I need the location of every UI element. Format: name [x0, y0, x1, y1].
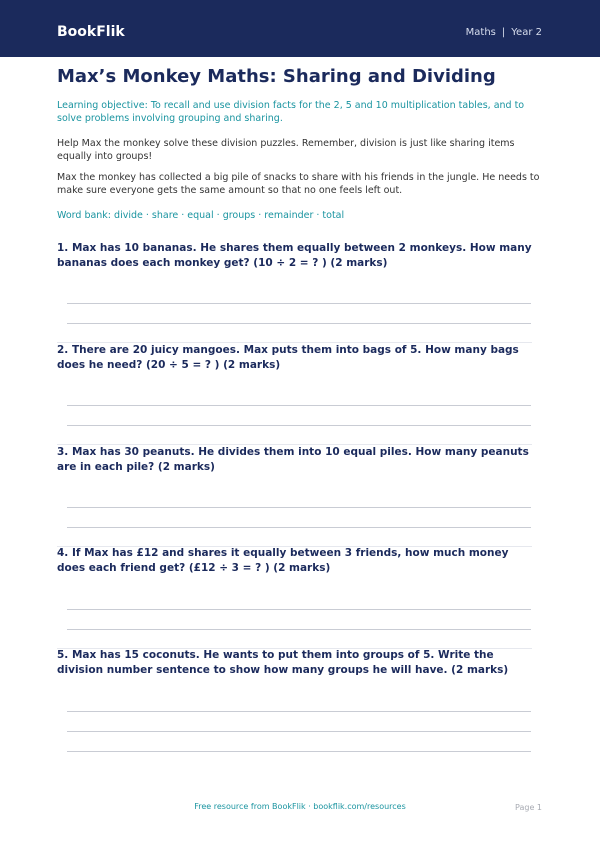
- answer-line[interactable]: [67, 405, 531, 406]
- intro-paragraph-2: Max the monkey has collected a big pile of snacks to share with his friends in the jungle. He needs to make sure everyone gets the same amount so that no one feels left out.: [57, 172, 540, 196]
- question-3: 3. Max has 30 peanuts. He divides them into 10 equal piles. How many peanuts are in each pile? (2 marks): [57, 446, 529, 473]
- learning-objective: Learning objective: To recall and use division facts for the 2, 5 and 10 multiplication tables, and to solve problems involving grouping and sharing.: [57, 100, 525, 124]
- answer-line[interactable]: [67, 609, 531, 610]
- answer-line[interactable]: [67, 507, 531, 508]
- question-5: 5. Max has 15 coconuts. He wants to put them into groups of 5. Write the division number sentence to show how many groups he will have. (2 marks): [57, 649, 509, 676]
- header-bar: [0, 0, 600, 57]
- header-meta: [466, 27, 542, 39]
- question-4: 4. If Max has £12 and shares it equally between 3 friends, how much money does each friend get? (£12 ÷ 3 = ? ) (2 marks): [57, 547, 509, 574]
- question-1: 1. Max has 10 bananas. He shares them equally between 2 monkeys. How many bananas does each monkey get? (10 ÷ 2 = ? ) (2 marks): [57, 242, 532, 269]
- answer-line[interactable]: [67, 303, 531, 304]
- word-bank: Word bank: divide · share · equal · groups · remainder · total: [57, 210, 345, 221]
- meta-separator: |: [501, 27, 506, 38]
- year-label: Year 2: [511, 27, 542, 38]
- page-number: Page 1: [515, 803, 542, 812]
- intro-paragraph-1: Help Max the monkey solve these division puzzles. Remember, division is just like sharing items equally into groups!: [57, 138, 515, 162]
- answer-line[interactable]: [67, 425, 531, 426]
- footer-link[interactable]: Free resource from BookFlik · bookflik.com/resources: [194, 802, 406, 811]
- brand-logo: BookFlik: [57, 24, 125, 40]
- answer-line[interactable]: [67, 323, 531, 324]
- answer-line[interactable]: [67, 711, 531, 712]
- question-2: 2. There are 20 juicy mangoes. Max puts them into bags of 5. How many bags does he need? (20 ÷ 5 = ? ) (2 marks): [57, 344, 519, 371]
- answer-line[interactable]: [67, 629, 531, 630]
- answer-line[interactable]: [67, 527, 531, 528]
- answer-line[interactable]: [67, 731, 531, 732]
- page-title: Max’s Monkey Maths: Sharing and Dividing: [57, 66, 496, 87]
- answer-line[interactable]: [67, 751, 531, 752]
- subject-label: Maths: [465, 27, 496, 38]
